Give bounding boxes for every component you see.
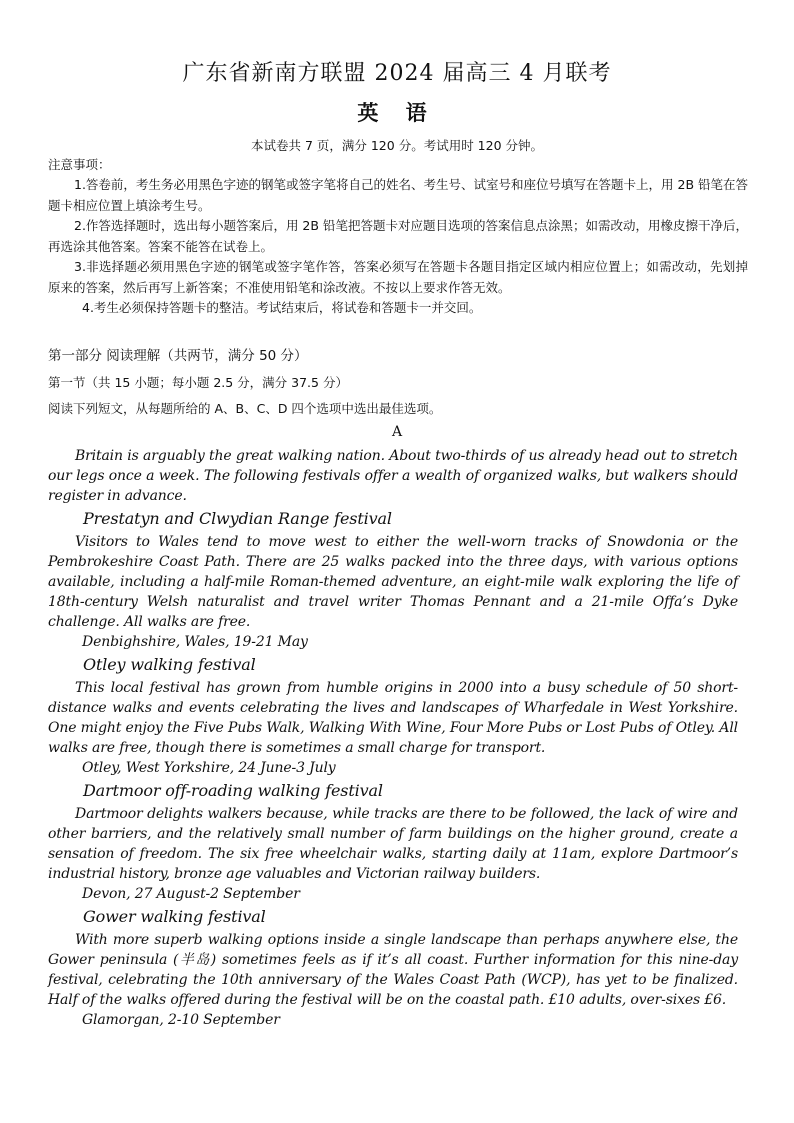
notes-heading: 注意事项： <box>48 157 111 172</box>
festival-title: Prestatyn and Clwydian Range festival <box>83 509 392 528</box>
festival-body: Dartmoor delights walkers because, while tracks are there to be followed, the lack of wire and other barriers, and the relatively small number of farm buildings on the higher ground, create a sensation of freedom. The six free wheelchair walks, starting daily at 11am, explore Dartmoor’s industrial history, bronze age valuables and Victorian railway builders. <box>48 806 738 882</box>
festival-location: Devon, 27 August-2 September <box>82 886 300 902</box>
note-item: 4.考生必须保持答题卡的整洁。考试结束后，将试卷和答题卡一并交回。 <box>82 300 482 315</box>
festival-body: This local festival has grown from humble origins in 2000 into a busy schedule of 50 short-distance walks and events celebrating the lives and landscapes of Wharfedale in West Yorkshire. One might enjoy the Five Pubs Walk, Walking With Wine, Four More Pubs or Lost Pubs of Otley. All walks are free, though there is sometimes a small charge for transport. <box>48 680 738 756</box>
festival-location: Denbighshire, Wales, 19-21 May <box>82 634 308 650</box>
festival-title: Dartmoor off-roading walking festival <box>83 781 383 800</box>
subject-title: 英 语 <box>357 100 437 125</box>
festival-body: Visitors to Wales tend to move west to either the well-worn tracks of Snowdonia or the Pembrokeshire Coast Path. There are 25 walks packed into the three days, with various options available, including a half-mile Roman-themed adventure, an eight-mile walk exploring the life of 18th-century Welsh naturalist and travel writer Thomas Pennant and a 21-mile Offa’s Dyke challenge. All walks are free. <box>48 534 738 630</box>
exam-intro: 本试卷共 7 页，满分 120 分。考试用时 120 分钟。 <box>250 138 543 153</box>
passage-letter: A <box>391 424 403 440</box>
festival-location: Otley, West Yorkshire, 24 June-3 July <box>82 760 336 776</box>
section-instruction: 阅读下列短文，从每题所给的 A、B、C、D 四个选项中选出最佳选项。 <box>48 401 442 416</box>
festival-location: Glamorgan, 2-10 September <box>82 1012 280 1028</box>
festival-title: Otley walking festival <box>83 655 256 674</box>
part-heading: 第一部分 阅读理解（共两节，满分 50 分） <box>48 348 308 364</box>
reading-passage <box>48 446 738 1030</box>
notes-list <box>48 175 748 319</box>
exam-title: 广东省新南方联盟 2024 届高三 4 月联考 <box>182 61 612 86</box>
subsection-heading: 第一节（共 15 小题；每小题 2.5 分，满分 37.5 分） <box>48 375 348 390</box>
festival-title: Gower walking festival <box>83 907 266 926</box>
passage-intro: Britain is arguably the great walking nation. About two-thirds of us already head out to stretch our legs once a week. The following festivals offer a wealth of organized walks, but walkers should register in advance. <box>48 448 738 504</box>
note-item: 2.作答选择题时，选出每小题答案后，用 2B 铅笔把答题卡对应题目选项的答案信息点涂黑；如需改动，用橡皮擦干净后，再选涂其他答案。答案不能答在试卷上。 <box>48 218 748 254</box>
note-item: 1.答卷前，考生务必用黑色字迹的钢笔或签字笔将自己的姓名、考生号、试室号和座位号填写在答题卡上，用 2B 铅笔在答题卡相应位置上填涂考生号。 <box>48 177 748 213</box>
note-item: 3.非选择题必须用黑色字迹的钢笔或签字笔作答，答案必须写在答题卡各题目指定区域内相应位置上；如需改动，先划掉原来的答案，然后再写上新答案；不准使用铅笔和涂改液。不按以上要求作答无效。 <box>48 259 748 295</box>
festival-body: With more superb walking options inside a single landscape than perhaps anywhere else, the Gower peninsula (半岛) sometimes feels as if it’s all coast. Further information for this nine-day festival, celebrating the 10th anniversary of the Wales Coast Path (WCP), has yet to be finalized. Half of the walks offered during the festival will be on the coastal path. £10 adults, over-sixes £6. <box>48 932 738 1008</box>
